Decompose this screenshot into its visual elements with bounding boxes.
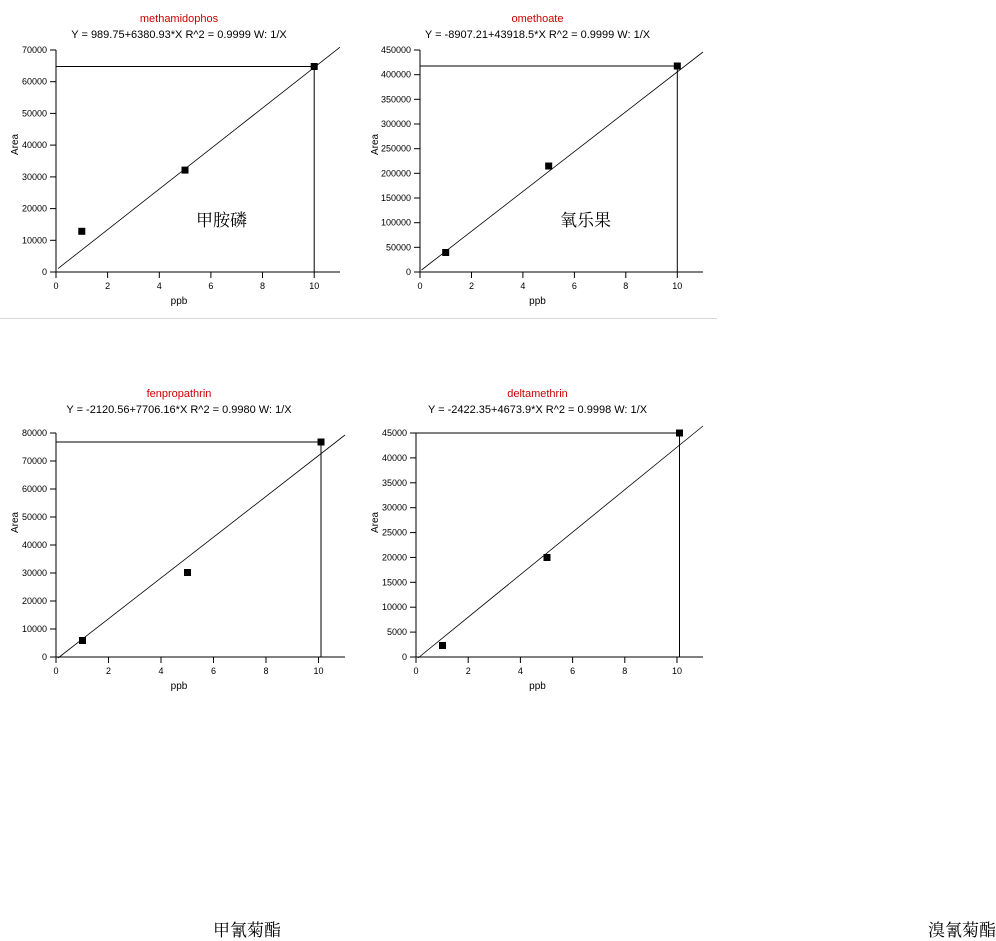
chart-xlabel-omethoate: ppb bbox=[529, 296, 546, 307]
chart-cn-label-fenpropathrin: 甲氰菊酯 bbox=[213, 921, 281, 941]
svg-text:0: 0 bbox=[417, 281, 423, 291]
svg-text:15000: 15000 bbox=[381, 577, 407, 588]
svg-text:30000: 30000 bbox=[381, 502, 407, 513]
svg-text:0: 0 bbox=[41, 652, 47, 662]
svg-text:40000: 40000 bbox=[21, 540, 47, 550]
chart-ylabel-fenpropathrin: Area bbox=[10, 511, 21, 533]
svg-text:300000: 300000 bbox=[380, 119, 411, 129]
svg-text:200000: 200000 bbox=[380, 168, 411, 179]
svg-text:2: 2 bbox=[465, 666, 471, 676]
svg-text:70000: 70000 bbox=[21, 45, 47, 55]
svg-text:40000: 40000 bbox=[21, 140, 47, 151]
svg-text:60000: 60000 bbox=[21, 76, 47, 87]
svg-text:10: 10 bbox=[313, 666, 324, 676]
svg-text:4: 4 bbox=[158, 666, 164, 676]
chart-title-deltamethrin: deltamethrin bbox=[507, 388, 568, 400]
svg-text:6: 6 bbox=[208, 281, 214, 291]
svg-text:4: 4 bbox=[520, 281, 526, 291]
chart-equation-omethoate: Y = -8907.21+43918.5*X R^2 = 0.9999 W: 1/X bbox=[424, 29, 651, 41]
svg-text:20000: 20000 bbox=[381, 552, 407, 563]
svg-text:8: 8 bbox=[622, 666, 628, 676]
svg-text:4: 4 bbox=[517, 666, 523, 676]
chart-xlabel-fenpropathrin: ppb bbox=[170, 681, 188, 692]
svg-text:50000: 50000 bbox=[21, 512, 47, 522]
chart-ylabel-methamidophos: Area bbox=[10, 133, 21, 155]
svg-text:10000: 10000 bbox=[21, 624, 47, 634]
chart-xlabel-deltamethrin: ppb bbox=[529, 681, 546, 692]
svg-text:40000: 40000 bbox=[381, 452, 407, 463]
svg-text:4: 4 bbox=[156, 281, 162, 291]
chart-equation-methamidophos: Y = 989.75+6380.93*X R^2 = 0.9999 W: 1/X bbox=[71, 29, 287, 41]
svg-text:30000: 30000 bbox=[21, 171, 47, 182]
chart-equation-deltamethrin: Y = -2422.35+4673.9*X R^2 = 0.9998 W: 1/X bbox=[427, 404, 648, 416]
chart-ylabel-omethoate: Area bbox=[370, 133, 381, 155]
chart-plot-omethoate bbox=[358, 44, 717, 304]
chart-equation-fenpropathrin: Y = -2120.56+7706.16*X R^2 = 0.9980 W: 1/X bbox=[66, 404, 292, 416]
svg-text:2: 2 bbox=[105, 281, 111, 291]
chart-xlabel-methamidophos: ppb bbox=[170, 296, 188, 307]
chart-cn-label-deltamethrin: 溴氰菊酯 bbox=[928, 921, 996, 941]
svg-text:2: 2 bbox=[468, 281, 475, 291]
svg-text:6: 6 bbox=[570, 666, 576, 676]
svg-text:0: 0 bbox=[413, 666, 419, 676]
svg-text:0: 0 bbox=[53, 281, 59, 291]
svg-text:0: 0 bbox=[401, 652, 407, 662]
svg-text:10: 10 bbox=[672, 281, 683, 291]
svg-text:50000: 50000 bbox=[385, 242, 411, 253]
chart-panel-fenpropathrin bbox=[0, 318, 358, 941]
svg-text:70000: 70000 bbox=[21, 456, 47, 466]
svg-text:400000: 400000 bbox=[380, 69, 411, 80]
svg-text:60000: 60000 bbox=[21, 484, 47, 494]
svg-text:150000: 150000 bbox=[380, 193, 411, 203]
chart-plot-methamidophos bbox=[0, 44, 358, 304]
svg-text:6: 6 bbox=[210, 666, 217, 676]
svg-text:8: 8 bbox=[623, 281, 629, 291]
svg-text:450000: 450000 bbox=[380, 45, 411, 55]
svg-text:20000: 20000 bbox=[21, 596, 47, 606]
chart-panel-omethoate bbox=[358, 0, 717, 318]
svg-text:10000: 10000 bbox=[21, 235, 47, 246]
svg-text:5000: 5000 bbox=[386, 627, 407, 638]
svg-text:0: 0 bbox=[405, 267, 411, 277]
svg-text:0: 0 bbox=[41, 267, 47, 277]
chart-plot-fenpropathrin bbox=[0, 419, 358, 689]
chart-panel-deltamethrin bbox=[358, 318, 996, 941]
svg-text:350000: 350000 bbox=[380, 94, 411, 105]
svg-text:50000: 50000 bbox=[21, 108, 47, 119]
svg-text:0: 0 bbox=[53, 666, 59, 676]
svg-text:6: 6 bbox=[571, 281, 577, 291]
chart-cn-label-methamidophos: 甲胺磷 bbox=[196, 211, 247, 231]
svg-text:250000: 250000 bbox=[380, 143, 411, 154]
chart-ylabel-deltamethrin: Area bbox=[370, 511, 381, 533]
chart-title-methamidophos: methamidophos bbox=[139, 13, 219, 25]
chart-panel-methamidophos bbox=[0, 0, 358, 318]
svg-text:10: 10 bbox=[671, 666, 683, 676]
svg-text:10: 10 bbox=[309, 281, 320, 291]
svg-text:25000: 25000 bbox=[381, 527, 407, 538]
panel-divider bbox=[0, 318, 717, 319]
svg-text:2: 2 bbox=[105, 666, 112, 676]
svg-text:20000: 20000 bbox=[21, 203, 47, 214]
svg-text:8: 8 bbox=[259, 281, 266, 291]
chart-title-omethoate: omethoate bbox=[511, 13, 564, 25]
svg-text:45000: 45000 bbox=[381, 428, 407, 438]
chart-title-fenpropathrin: fenpropathrin bbox=[146, 388, 212, 400]
svg-text:35000: 35000 bbox=[381, 477, 407, 488]
chart-plot-deltamethrin bbox=[358, 419, 717, 689]
chart-cn-label-omethoate: 氧乐果 bbox=[560, 211, 611, 231]
svg-text:80000: 80000 bbox=[21, 428, 47, 438]
svg-text:10000: 10000 bbox=[381, 602, 407, 613]
svg-text:8: 8 bbox=[263, 666, 269, 676]
svg-text:30000: 30000 bbox=[21, 568, 47, 578]
svg-text:100000: 100000 bbox=[380, 217, 411, 228]
